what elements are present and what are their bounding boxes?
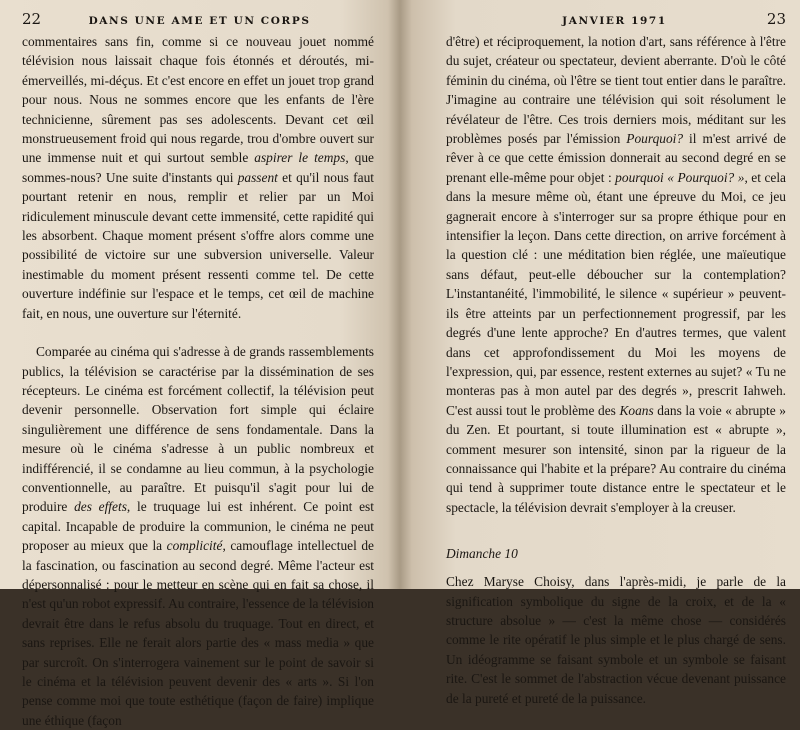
right-page xyxy=(400,0,800,706)
running-title: JANVIER 1971 xyxy=(562,15,667,27)
italic-run: Koans xyxy=(619,402,654,418)
left-body-text xyxy=(22,32,374,730)
italic-run: passent xyxy=(237,169,278,185)
running-title: DANS UNE AME ET UN CORPS xyxy=(88,15,311,27)
section-heading: Dimanche 10 xyxy=(446,546,518,562)
running-head-left xyxy=(22,10,374,32)
page-number: 22 xyxy=(22,10,42,28)
italic-run: complicité xyxy=(166,538,223,554)
paragraph: Comparée au cinéma qui s'adresse à de grands rassemblements publics, la télévision se caractérise par la dissémination de ses récepteurs. Le cinéma est forcément collectif, la télévision peut devenir personnelle. Observation fort simple qui éclaire singulièrement une différence de sens fondamentale. Dans la mesure où le cinéma s'adresse à un public nombreux et indifférencié, il se condamne au lieu commun, à la psychologie conventionnelle, au paraître. Et puisqu'il s'agit pour lui de produire des effets, le truquage lui est inhérent. Ce point est capital. Incapable de produire la communion, le cinéma ne peut proposer au mieux que la complicité, camouflage intellectuel de la fascination, ou fascination au second degré. Même l'acteur est dépersonnalisé : pour le metteur en scène qui en fait sa chose, il n'est qu'un robot expressif. Au contraire, l'essence de la télévision devrait être dans le refus absolu du truquage. Tout en direct, et sans reprises. Elle ne ferait alors partie des « mass media » que par surcroît. On s'interrogera vainement sur le point de savoir si le cinéma et la télévision peuvent devenir des « arts ». Si l'on pense comme moi que toute esthétique (façon de faire) implique une éthique (façon xyxy=(22,344,374,728)
italic-run: Pourquoi? xyxy=(626,131,684,147)
left-page xyxy=(0,0,400,728)
page-number: 23 xyxy=(766,10,786,28)
paragraph: d'être) et réciproquement, la notion d'art, sans référence à l'être du sujet, créateur ou spectateur, devient aberrante. D'où le côté féminin du cinéma, où l'être se tient tout entier dans le paraître. J'imagine au contraire une télévision qui soit résolument le révélateur de l'être. Ces trois derniers mois, méditant sur les problèmes posés par l'émission Pourquoi? il m'est arrivé de rêver à ce que cette émission donnerait au second degré en se prenant elle-même pour objet : pourquoi « Pourquoi? », et cela dans la mesure même où, étant une épreuve du Moi, ce jeu gagnerait encore à s'interroger sur sa propre éthique pour en intensifier la leçon. Dans cette direction, on arrive forcément à la question clé : une méditation bien réglée, une maïeutique sans défaut, peut-elle déboucher sur la contemplation? L'instantanéité, l'immobilité, le silence « supérieur » peuvent-ils être atteints par un perfectionnement progressif, par les degrés d'une lente approche? En d'autres termes, que valent dans cet approfondissement du Moi les moyens de l'expression, qui, par essence, restent externes au sujet? « Tu ne monteras pas à mon autel par des degrés », prescrit Iahweh. C'est aussi tout le problème des Koans dans la voie « abrupte » du Zen. Et pourtant, si toute illumination est « abrupte », comment mesurer son intensité, sinon par la rigueur de la connaissance qui l'habite et la prépare? Au contraire du cinéma qui tend à supprimer toute distance entre le spectateur et le spectacle, la télévision devrait s'employer à la creuser. xyxy=(446,34,787,515)
italic-run: aspirer le temps xyxy=(254,150,346,166)
italic-run: des effets xyxy=(74,499,127,515)
italic-run: pourquoi « Pourquoi? » xyxy=(615,169,745,185)
right-body-text xyxy=(446,32,786,517)
paragraph: commentaires sans fin, comme si ce nouveau jouet nommé télévision nous laissait chaque fois étonnés et déroutés, mi-émerveillés, mi-déçus. Et c'est encore en effet un jouet trop grand pour nous. Nous ne sommes encore que les enfants de l'ère technicienne, sûrement pas ses adolescents. Devant cet œil monstrueusement froid qui nous regarde, trou d'ombre ouvert sur une immense nuit et qui surtout semble aspirer le temps, que sommes-nous? Une suite d'instants qui passent et qu'il nous faut pourtant retenir en nous, remplir et relier par un Moi ridiculement minuscule devant cette immensité, cette rapidité qui les absorbent. Chaque moment présent s'offre alors comme une possibilité de victoire sur une subversion universelle. Valeur inestimable du moment présent ressenti comme tel. De cette ouverture indéfinie sur l'espace et le temps, cet œil de machine fait, en nous, une ouverture sur l'éternité. xyxy=(22,34,374,321)
paragraph: Chez Maryse Choisy, dans l'après-midi, je parle de la signification symbolique du signe de la croix, et de la « structure absolue » — c'est la même chose — considérés comme le rite opératif le plus simple et le plus chargé de sens. Un idéogramme se faisant symbole et un symbole se faisant rite. C'est le sommet de l'abstraction vécue devenant puissance de la pureté et pureté de la puissance. xyxy=(446,574,786,706)
running-head-right xyxy=(446,10,786,32)
right-body-text-2 xyxy=(446,572,786,708)
